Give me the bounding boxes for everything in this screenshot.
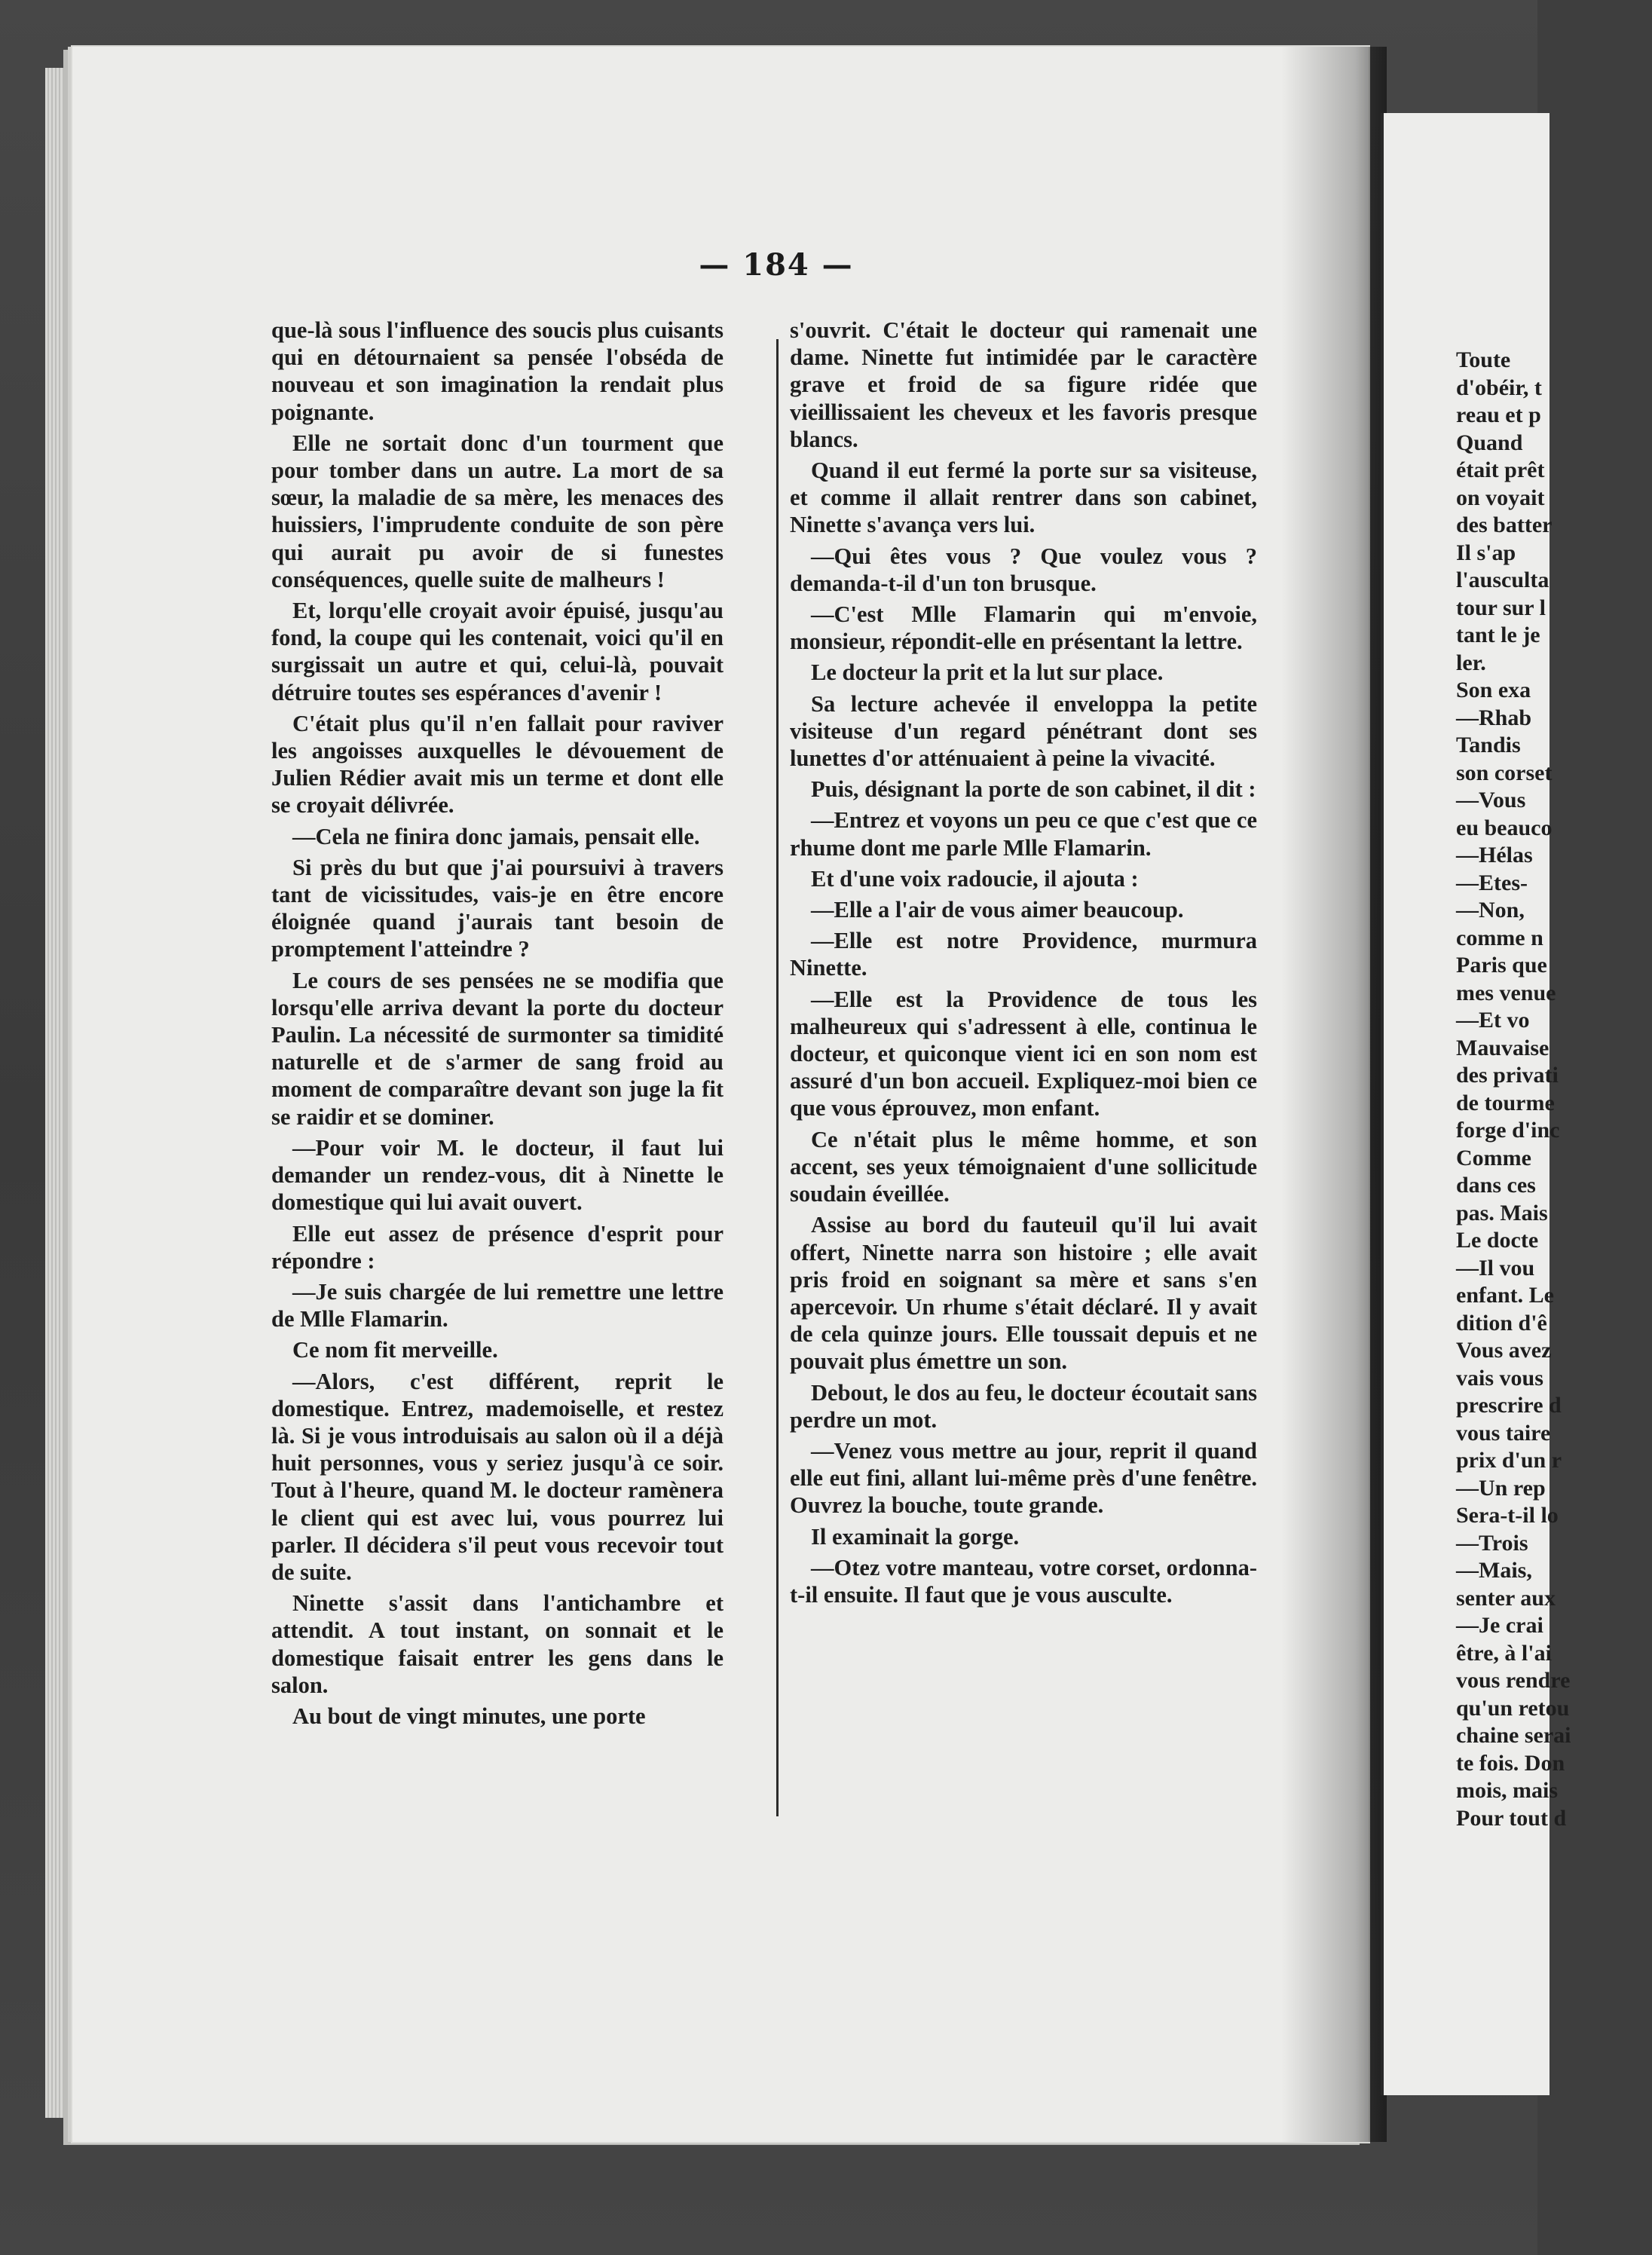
text-line-fragment: chaine serai: [1456, 1723, 1571, 1748]
paragraph: C'était plus qu'il n'en fallait pour raviver les angoisses auxquelles le dévouement de Julien Rédier avait mis un terme et dont elle se croyait délivrée.: [271, 710, 724, 818]
text-line-fragment: ler.: [1456, 650, 1486, 675]
text-line-fragment: forge d'inc: [1456, 1118, 1560, 1143]
paragraph: —Elle est notre Providence, murmura Ninette.: [790, 928, 1257, 981]
paragraph: Le docteur la prit et la lut sur place.: [811, 659, 1164, 686]
paragraph: —Je suis chargée de lui remettre une lettre de Mlle Flamarin.: [271, 1278, 724, 1332]
middle-text-column: [790, 317, 1257, 1612]
text-line-fragment: —Il vou: [1456, 1255, 1535, 1280]
text-line-fragment: Paris que: [1456, 953, 1547, 978]
text-line-fragment: être, à l'ai: [1456, 1640, 1552, 1666]
paragraph: Elle eut assez de présence d'esprit pour répondre :: [271, 1220, 724, 1274]
text-line-fragment: —Etes-: [1456, 870, 1528, 895]
text-line-fragment: Sera-t-il lo: [1456, 1503, 1559, 1528]
paragraph: Et d'une voix radoucie, il ajouta :: [811, 865, 1139, 892]
text-line-fragment: —Trois: [1456, 1530, 1528, 1556]
text-line-fragment: Tandis: [1456, 733, 1521, 757]
paragraph: Ninette s'assit dans l'antichambre et attendit. A tout instant, on sonnait et le domestique faisait entrer les gens dans le salon.: [271, 1590, 724, 1698]
paragraph: Le cours de ses pensées ne se modifia que lorsqu'elle arriva devant la porte du docteur Paulin. La nécessité de surmonter sa timidité naturelle et de s'armer de sang froid au moment de comparaître devant son juge la fit se raidir et se dominer.: [271, 967, 724, 1130]
text-line-fragment: tant le je: [1456, 623, 1540, 647]
paragraph: Quand il eut fermé la porte sur sa visiteuse, et comme il allait rentrer dans son cabinet, Ninette s'avança vers lui.: [790, 457, 1257, 538]
text-line-fragment: enfant. Le: [1456, 1283, 1554, 1308]
text-line-fragment: vais vous: [1456, 1365, 1543, 1391]
text-line-fragment: Mauvaise: [1456, 1035, 1550, 1060]
paragraph: Puis, désignant la porte de son cabinet, il dit :: [811, 776, 1256, 803]
text-line-fragment: l'ausculta: [1456, 568, 1550, 592]
text-line-fragment: te fois. Don: [1456, 1750, 1565, 1776]
right-text-column-cropped: [1456, 347, 1652, 1832]
text-line-fragment: des batter: [1456, 512, 1553, 537]
text-line-fragment: —Rhab: [1456, 705, 1532, 730]
text-line-fragment: —Vous: [1456, 788, 1526, 812]
text-line-fragment: Le docte: [1456, 1228, 1539, 1253]
text-line-fragment: —Un rep: [1456, 1475, 1546, 1501]
paragraph: Debout, le dos au feu, le docteur écoutait sans perdre un mot.: [790, 1379, 1257, 1433]
paragraph: Si près du but que j'ai poursuivi à travers tant de vicissitudes, vais-je en être encore éloignée quand j'aurais tant besoin de promptement l'atteindre ?: [271, 854, 724, 962]
paragraph: —Qui êtes vous ? Que voulez vous ? demanda-t-il d'un ton brusque.: [790, 543, 1257, 596]
text-line-fragment: Vous avez: [1456, 1338, 1552, 1363]
paragraph: Il examinait la gorge.: [811, 1523, 1020, 1550]
paragraph: Ce nom fit merveille.: [292, 1337, 498, 1363]
text-line-fragment: —Mais,: [1456, 1558, 1532, 1583]
text-line-fragment: Il s'ap: [1456, 540, 1516, 565]
text-line-fragment: —Et vo: [1456, 1008, 1530, 1033]
text-line-fragment: reau et p: [1456, 402, 1541, 427]
text-line-fragment: qu'un retou: [1456, 1695, 1570, 1721]
text-line-fragment: Son exa: [1456, 678, 1531, 702]
paragraph: Sa lecture achevée il enveloppa la petite visiteuse d'un regard pénétrant dont ses lunettes d'or atténuaient à peine la vivacité.: [790, 690, 1257, 772]
book-gutter: [1281, 47, 1387, 2142]
text-line-fragment: Quand: [1456, 430, 1523, 455]
text-line-fragment: —Hélas: [1456, 843, 1533, 867]
paragraph: —Entrez et voyons un peu ce que c'est que ce rhume dont me parle Mlle Flamarin.: [790, 807, 1257, 861]
text-line-fragment: prix d'un r: [1456, 1448, 1562, 1473]
paragraph: Assise au bord du fauteuil qu'il lui avait offert, Ninette narra son histoire ; elle avait pris froid en soignant sa mère et sans s'en apercevoir. Un rhume s'était déclaré. Il y avait de cela quinze jours. Elle toussait depuis et ne pouvait plus émettre un son.: [790, 1212, 1257, 1375]
text-line-fragment: prescrire d: [1456, 1393, 1562, 1418]
page-number: — 184 —: [699, 247, 854, 283]
paragraph: —Elle est la Providence de tous les malheureux qui s'adressent à elle, continua le docteur, et quiconque vient ici en son nom est assuré d'un bon accueil. Expliquez-moi bien ce que vous éprouvez, mon enfant.: [790, 986, 1257, 1121]
text-line-fragment: était prêt: [1456, 457, 1545, 482]
text-line-fragment: des privati: [1456, 1063, 1559, 1088]
paragraph: —Elle a l'air de vous aimer beaucoup.: [811, 897, 1184, 923]
text-line-fragment: —Non,: [1456, 898, 1525, 922]
text-line-fragment: d'obéir, t: [1456, 375, 1542, 400]
text-line-fragment: vous rendre: [1456, 1668, 1571, 1693]
text-line-fragment: dans ces: [1456, 1173, 1536, 1198]
paragraph: —Venez vous mettre au jour, reprit il quand elle eut fini, allant lui-même près d'une fenêtre. Ouvrez la bouche, toute grande.: [790, 1437, 1257, 1519]
text-line-fragment: son corset: [1456, 760, 1553, 785]
paragraph: —Otez votre manteau, votre corset, ordonna-t-il ensuite. Il faut que je vous ausculte.: [790, 1554, 1257, 1608]
paragraph: Et, lorqu'elle croyait avoir épuisé, jusqu'au fond, la coupe qui les contenait, voici qu'il en surgissait un autre et qui, celui-là, pouvait détruire toutes ses espérances d'avenir !: [271, 598, 724, 705]
paragraph: —Pour voir M. le docteur, il faut lui demander un rendez-vous, dit à Ninette le domestique qui lui avait ouvert.: [271, 1134, 724, 1216]
text-line-fragment: mois, mais: [1456, 1778, 1558, 1803]
column-divider: [776, 339, 779, 1816]
text-line-fragment: de tourme: [1456, 1090, 1555, 1115]
text-line-fragment: vous taire: [1456, 1420, 1551, 1446]
paragraph: Ce n'était plus le même homme, et son accent, ses yeux témoignaient d'une sollicitude soudain éveillée.: [790, 1126, 1257, 1207]
text-line-fragment: mes venue: [1456, 980, 1556, 1005]
paragraph: s'ouvrit. C'était le docteur qui ramenait une dame. Ninette fut intimidée par le caractère grave et froid de sa figure ridée que vieillissaient les cheveux et les favoris presque blancs.: [790, 317, 1257, 452]
paragraph: —C'est Mlle Flamarin qui m'envoie, monsieur, répondit-elle en présentant la lettre.: [790, 601, 1257, 655]
text-line-fragment: Comme: [1456, 1145, 1531, 1170]
text-line-fragment: Toute: [1456, 347, 1511, 372]
text-line-fragment: pas. Mais: [1456, 1200, 1548, 1225]
text-line-fragment: dition d'ê: [1456, 1310, 1547, 1336]
paragraph: —Cela ne finira donc jamais, pensait elle.: [292, 823, 700, 849]
text-line-fragment: senter aux: [1456, 1585, 1556, 1611]
paragraph: Elle ne sortait donc d'un tourment que pour tomber dans un autre. La mort de sa sœur, la maladie de sa mère, les menaces des huissiers, l'imprudente conduite de son père qui aurait pu avoir de si funestes conséquences, quelle suite de malheurs !: [271, 430, 724, 592]
text-line-fragment: eu beauco: [1456, 815, 1553, 840]
text-line-fragment: comme n: [1456, 925, 1543, 950]
paragraph: —Alors, c'est différent, reprit le domestique. Entrez, mademoiselle, et restez là. Si je vous introduisais au salon où il a déjà huit personnes, vous y seriez jusqu'à ce soir. Tout à l'heure, quand M. le docteur ramènera le client qui est avec lui, vous pourrez lui parler. Il décidera s'il peut vous recevoir tout de suite.: [271, 1368, 724, 1585]
paragraph: Au bout de vingt minutes, une porte: [292, 1703, 646, 1729]
left-text-column: [271, 317, 724, 1733]
text-line-fragment: tour sur l: [1456, 595, 1546, 620]
paragraph: que-là sous l'influence des soucis plus cuisants qui en détournaient sa pensée l'obséda de nouveau et son imagination la rendait plus poignante.: [271, 317, 724, 425]
text-line-fragment: —Je crai: [1456, 1613, 1543, 1638]
text-line-fragment: Pour tout d: [1456, 1805, 1567, 1831]
text-line-fragment: on voyait: [1456, 485, 1545, 510]
